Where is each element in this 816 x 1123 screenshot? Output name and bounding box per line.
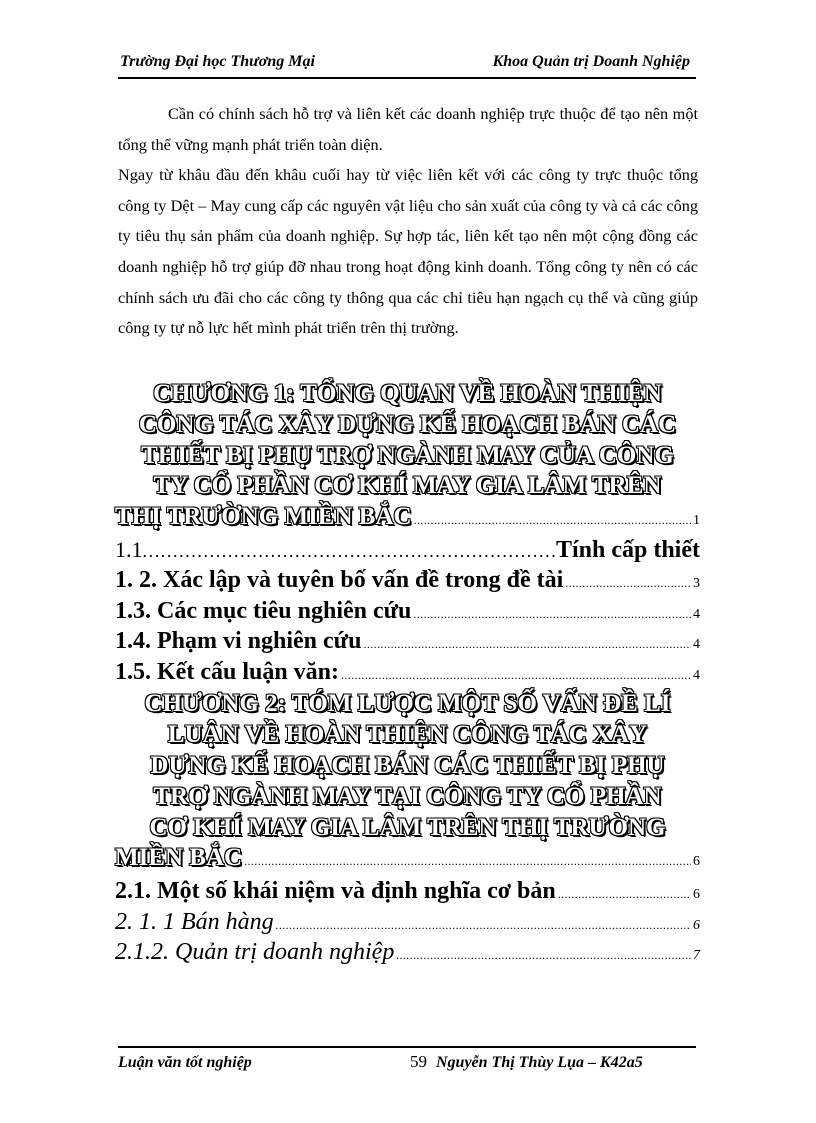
paragraph-2: Ngay từ khâu đầu đến khâu cuối hay từ việc liên kết với các công ty trực thuộc tổng công ty Dệt – May cung cấp các nguyên vật liệu cho sản xuất của công ty và cả các công ty tiêu thụ sản phẩm của doanh nghiệp. Sự hợp tác, liên kết tạo nên một cộng đồng các doanh nghiệp hỗ trợ giúp đỡ nhau trong hoạt động kinh doanh. Tổng công ty nên có các chính sách ưu đãi cho các công ty thông qua các chỉ tiêu hạn ngạch cụ thể và cũng giúp công ty tự nỗ lực hết mình phát triển trên thị trường. <box>118 165 698 338</box>
dot-leader <box>413 607 691 622</box>
footer-thesis-label: Luận văn tốt nghiệp <box>118 1054 252 1071</box>
header-school: Trường Đại học Thương Mại <box>120 53 315 70</box>
entry-number: 1.1 <box>115 536 143 562</box>
entry-title: Tính cấp thiết <box>555 536 700 563</box>
header-faculty: Khoa Quản trị Doanh Nghiệp <box>492 53 690 70</box>
entry-page: 4 <box>693 606 700 622</box>
entry-title: 1.3. Các mục tiêu nghiên cứu <box>115 597 412 624</box>
toc-entry-1-1[interactable] <box>115 537 700 568</box>
chapter-1-line: THỊ TRƯỜNG MIỀN BẮC <box>115 503 412 531</box>
toc-chapter-1[interactable] <box>115 379 700 537</box>
toc-entry-1-4[interactable] <box>115 628 700 659</box>
toc-entry-2-1-2[interactable] <box>115 939 700 970</box>
entry-page: 7 <box>693 948 700 964</box>
table-of-contents <box>115 379 700 970</box>
dot-leader <box>396 948 691 963</box>
toc-entry-2-1[interactable] <box>115 878 700 909</box>
dot-leader <box>276 918 691 933</box>
entry-title: 2.1.2. Quản trị doanh nghiệp <box>115 939 395 966</box>
toc-entry-1-2[interactable] <box>115 567 700 598</box>
chapter-1-line: THIẾT BỊ PHỤ TRỢ NGÀNH MAY CỦA CÔNG <box>141 441 674 469</box>
toc-entry-2-1-1[interactable] <box>115 909 700 940</box>
chapter-1-page: 1 <box>693 513 700 529</box>
entry-title: 1.5. Kết cấu luận văn: <box>115 658 340 685</box>
dot-leader <box>558 887 691 902</box>
chapter-1-line: CHƯƠNG 1: TỔNG QUAN VỀ HOÀN THIỆN <box>153 380 662 407</box>
dot-leader <box>143 541 556 562</box>
dot-leader <box>244 846 691 877</box>
entry-title: 2.1. Một số khái niệm và định nghĩa cơ bản <box>115 878 556 905</box>
entry-title: 2. 1. 1 Bán hàng <box>115 908 274 935</box>
entry-page: 6 <box>693 887 700 903</box>
entry-page: 3 <box>693 576 700 592</box>
chapter-2-line: LUẬN VỀ HOÀN THIỆN CÔNG TÁC XÂY <box>167 721 648 749</box>
dot-leader <box>363 637 691 652</box>
page-footer <box>118 1046 696 1078</box>
chapter-2-line: DỰNG KẾ HOẠCH BÁN CÁC THIẾT BỊ PHỤ <box>150 752 665 780</box>
toc-chapter-2[interactable] <box>115 689 700 878</box>
chapter-1-line: TY CỔ PHẦN CƠ KHÍ MAY GIA LÂM TRÊN <box>153 472 662 500</box>
chapter-2-line: MIỀN BẮC <box>115 844 243 872</box>
page-number: 59 <box>410 1052 427 1071</box>
paragraph-1: Cần có chính sách hỗ trợ và liên kết các doanh nghiệp trực thuộc để tạo nên một tổng thể vững mạnh phát triển toàn diện. <box>118 104 698 154</box>
dot-leader <box>341 668 691 683</box>
entry-page: 4 <box>693 667 700 683</box>
entry-page: 4 <box>693 637 700 653</box>
chapter-2-line: TRỢ NGÀNH MAY TẠI CÔNG TY CỔ PHẦN <box>153 782 662 810</box>
entry-title: 1. 2. Xác lập và tuyên bố vấn đề trong đề tài <box>115 567 564 594</box>
body-text <box>118 99 698 344</box>
dot-leader <box>565 576 691 591</box>
dot-leader <box>414 505 691 536</box>
chapter-2-line: CHƯƠNG 2: TÓM LƯỢC MỘT SỐ VẤN ĐỀ LÍ <box>144 690 671 718</box>
entry-title: 1.4. Phạm vi nghiên cứu <box>115 628 362 655</box>
page-header <box>118 51 696 79</box>
toc-entry-1-3[interactable] <box>115 598 700 629</box>
chapter-2-line: CƠ KHÍ MAY GIA LÂM TRÊN THỊ TRƯỜNG <box>149 813 666 841</box>
entry-page: 6 <box>693 917 700 933</box>
toc-entry-1-5[interactable] <box>115 659 700 690</box>
chapter-2-page: 6 <box>693 854 700 870</box>
chapter-1-line: CÔNG TÁC XÂY DỰNG KẾ HOẠCH BÁN CÁC <box>138 410 677 438</box>
footer-author: Nguyễn Thị Thùy Lụa – K42a5 <box>436 1054 643 1071</box>
